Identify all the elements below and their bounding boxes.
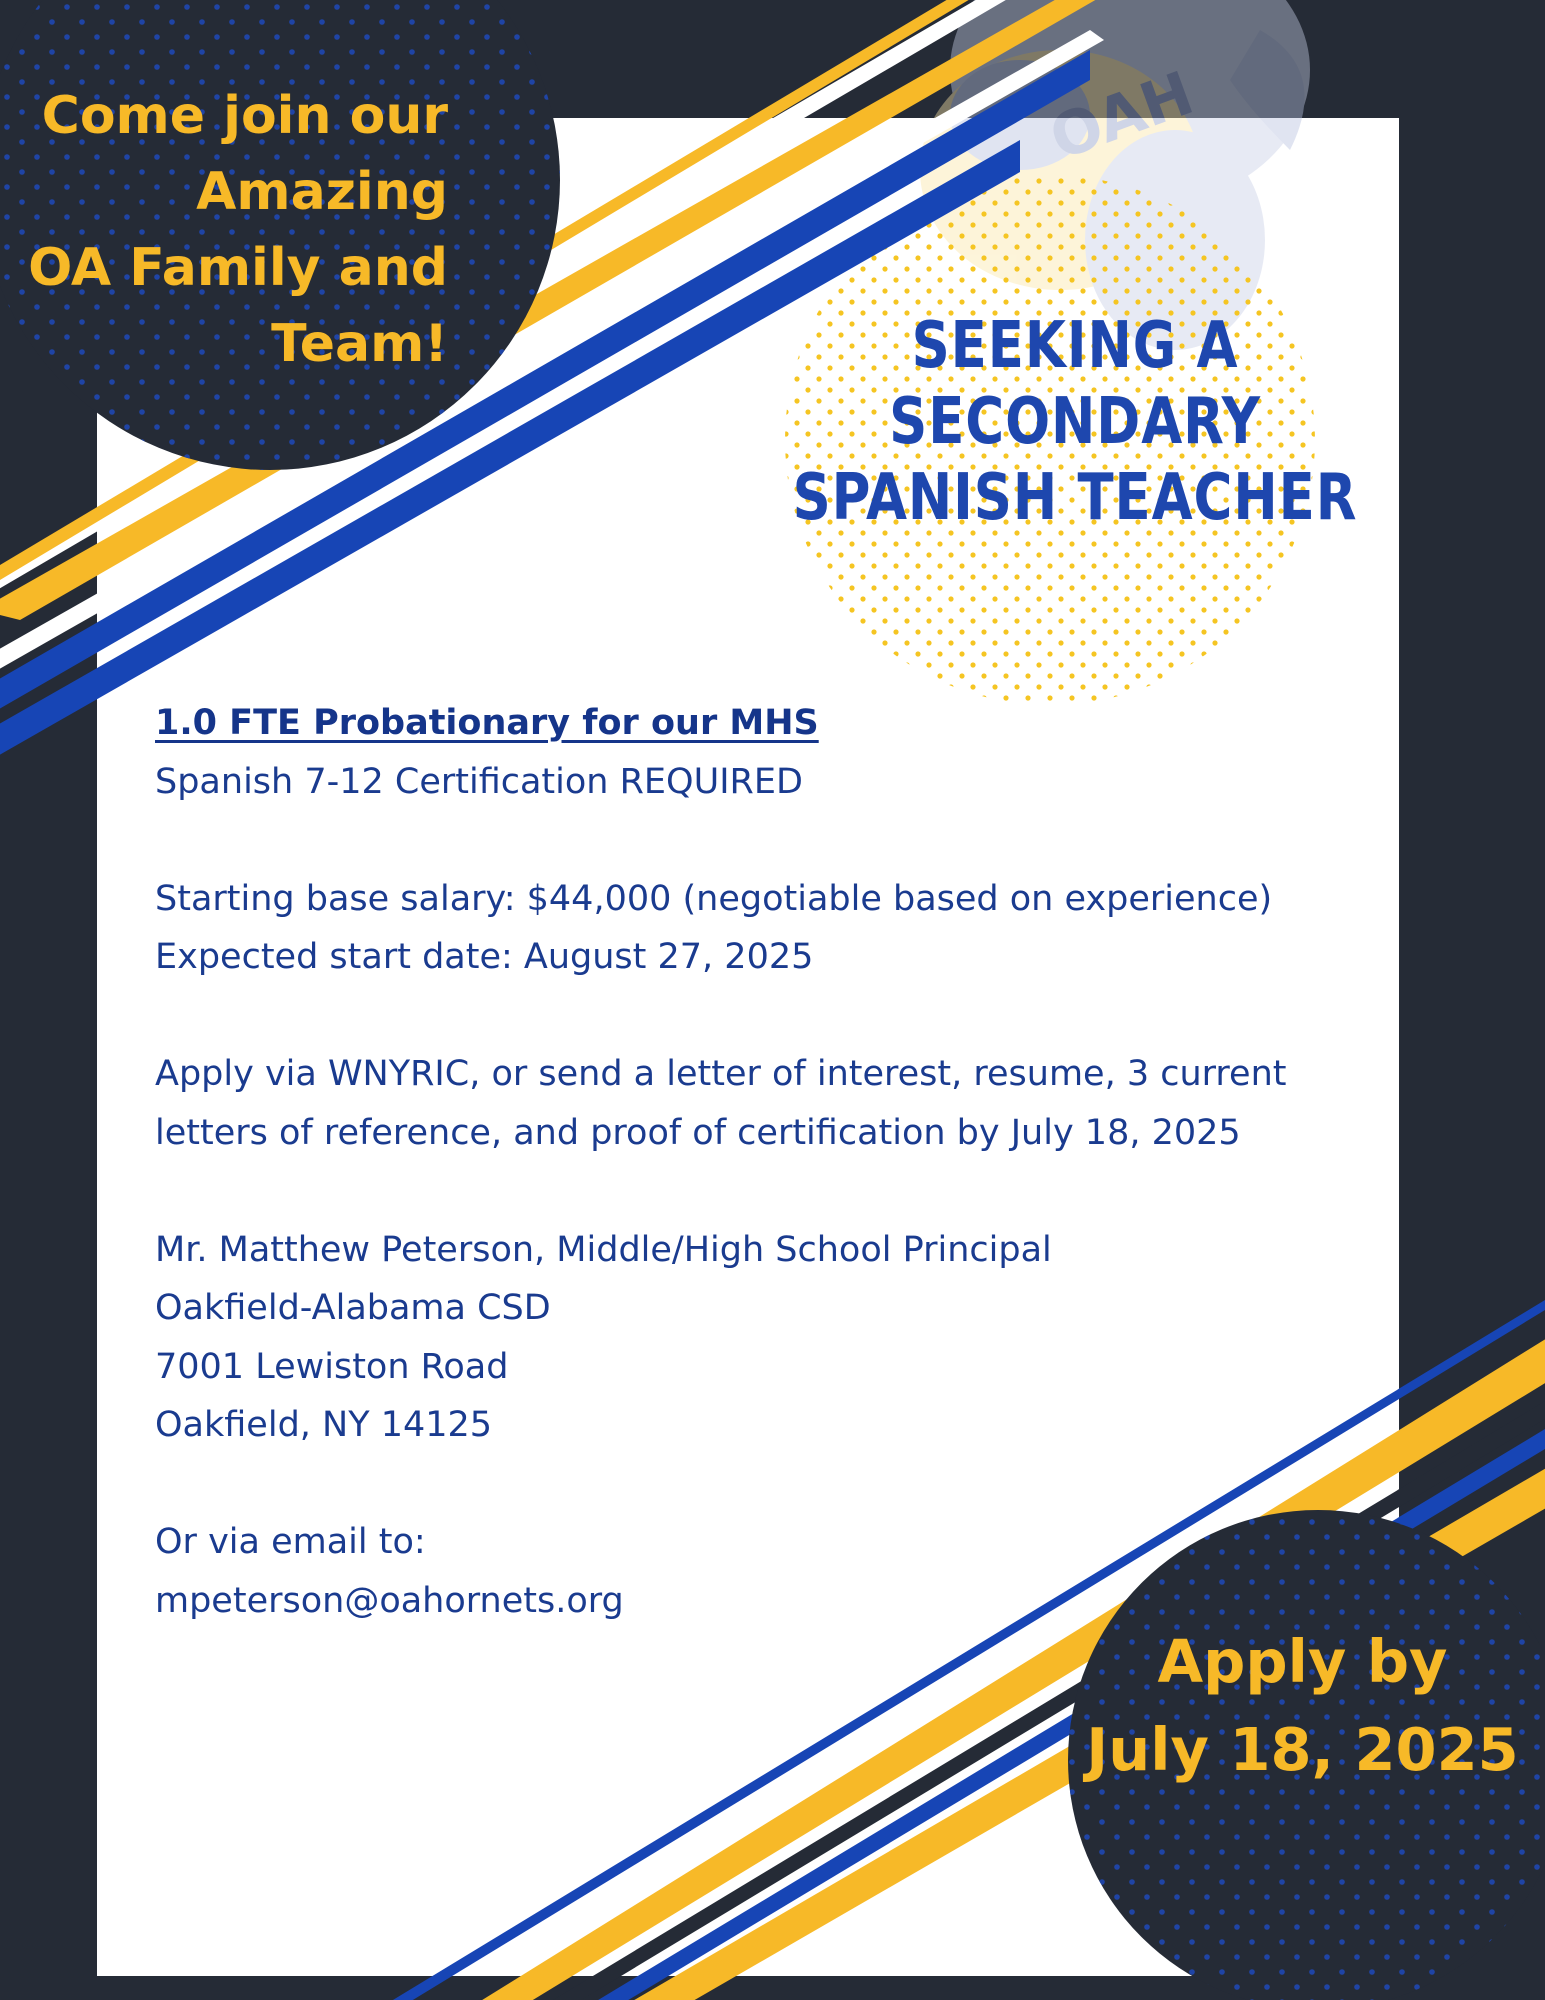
job-details xyxy=(155,694,1375,1630)
position-title: 1.0 FTE Probationary for our MHS xyxy=(155,703,819,743)
page-title xyxy=(730,308,1420,536)
callout-line: Come join our xyxy=(41,86,448,146)
join-team-callout xyxy=(20,78,448,382)
application-instructions-line-2: letters of reference, and proof of certification by July 18, 2025 xyxy=(155,1112,1241,1153)
salary-info: Starting base salary: $44,000 (negotiable based on experience) xyxy=(155,878,1273,919)
email-label: Or via email to: xyxy=(155,1522,426,1562)
contact-city: Oakfield, NY 14125 xyxy=(155,1405,493,1445)
start-date: Expected start date: August 27, 2025 xyxy=(155,937,814,977)
title-line-1: SEEKING A SECONDARY xyxy=(889,309,1261,459)
contact-name: Mr. Matthew Peterson, Middle/High School Principal xyxy=(155,1229,1052,1270)
callout-line: Amazing xyxy=(196,162,448,222)
contact-district: Oakfield-Alabama CSD xyxy=(155,1288,551,1328)
certification-requirement: Spanish 7-12 Certification REQUIRED xyxy=(155,761,803,802)
callout-line: Team! xyxy=(271,314,448,374)
contact-email: mpeterson@oahornets.org xyxy=(155,1580,624,1621)
title-line-2: SPANISH TEACHER xyxy=(792,461,1358,535)
contact-street: 7001 Lewiston Road xyxy=(155,1346,509,1387)
logo-letters: OAH xyxy=(1041,58,1203,175)
apply-by-deadline: July 18, 2025 xyxy=(1086,1715,1519,1784)
apply-by-line-1: Apply by xyxy=(1157,1627,1448,1696)
application-instructions-line-1: Apply via WNYRIC, or send a letter of interest, resume, 3 current xyxy=(155,1054,1287,1094)
apply-by-callout xyxy=(1080,1618,1525,1794)
callout-line: OA Family and xyxy=(28,238,448,298)
